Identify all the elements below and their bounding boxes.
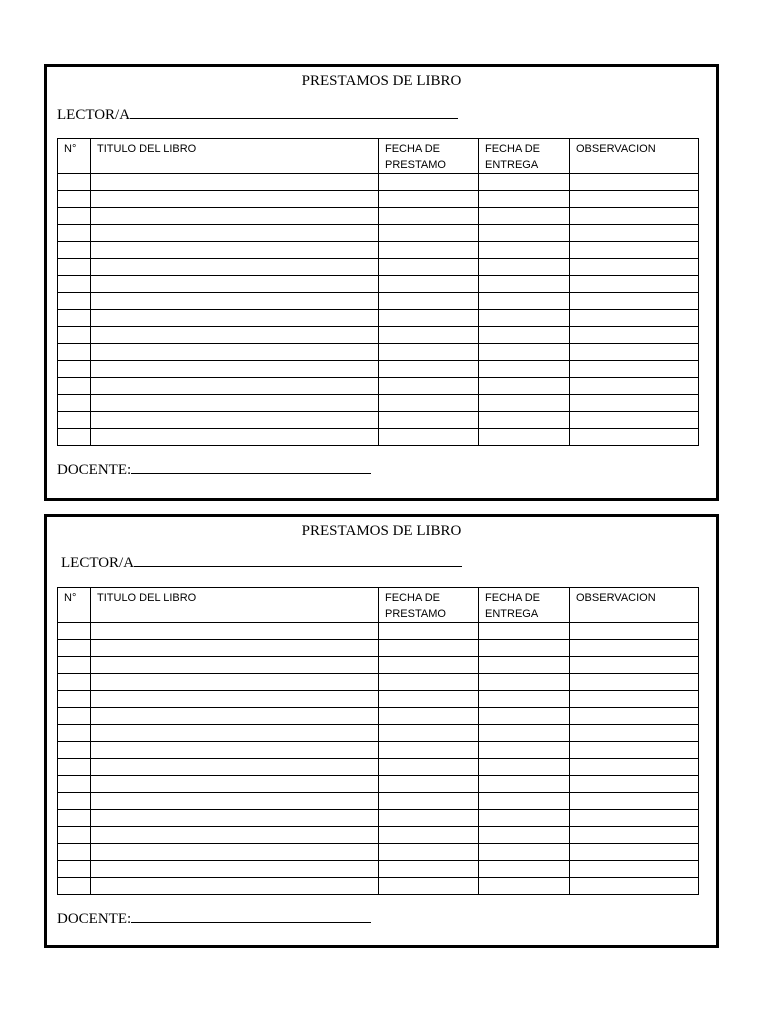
cell-loan-date[interactable] — [379, 378, 479, 395]
cell-observation[interactable] — [570, 361, 699, 378]
cell-return-date[interactable] — [479, 310, 570, 327]
table-row — [58, 878, 699, 895]
table-row — [58, 708, 699, 725]
cell-number[interactable] — [58, 242, 91, 259]
cell-loan-date[interactable] — [379, 225, 479, 242]
cell-number[interactable] — [58, 259, 91, 276]
table-row — [58, 259, 699, 276]
cell-loan-date[interactable] — [379, 827, 479, 844]
table-row — [58, 691, 699, 708]
col-header-observation: OBSERVACION — [570, 588, 699, 623]
cell-return-date[interactable] — [479, 878, 570, 895]
cell-number[interactable] — [58, 776, 91, 793]
cell-loan-date[interactable] — [379, 708, 479, 725]
col-header-loan-date: FECHA DE PRESTAMO — [379, 139, 479, 174]
cell-return-date[interactable] — [479, 344, 570, 361]
table-row — [58, 844, 699, 861]
cell-return-date[interactable] — [479, 742, 570, 759]
cell-return-date[interactable] — [479, 776, 570, 793]
cell-return-date[interactable] — [479, 844, 570, 861]
table-row — [58, 725, 699, 742]
docente-field — [57, 909, 371, 928]
cell-title[interactable] — [91, 310, 379, 327]
cell-observation[interactable] — [570, 378, 699, 395]
cell-return-date[interactable] — [479, 225, 570, 242]
cell-title[interactable] — [91, 293, 379, 310]
lector-field — [61, 553, 462, 572]
cell-loan-date[interactable] — [379, 776, 479, 793]
cell-loan-date[interactable] — [379, 242, 479, 259]
docente-label: DOCENTE: — [57, 462, 132, 478]
cell-observation[interactable] — [570, 742, 699, 759]
cell-observation[interactable] — [570, 640, 699, 657]
cell-return-date[interactable] — [479, 412, 570, 429]
cell-observation[interactable] — [570, 810, 699, 827]
cell-title[interactable] — [91, 361, 379, 378]
cell-observation[interactable] — [570, 412, 699, 429]
cell-number[interactable] — [58, 276, 91, 293]
cell-return-date[interactable] — [479, 174, 570, 191]
cell-return-date[interactable] — [479, 759, 570, 776]
col-header-return-date: FECHA DE ENTREGA — [479, 588, 570, 623]
table-row — [58, 810, 699, 827]
cell-title[interactable] — [91, 344, 379, 361]
cell-observation[interactable] — [570, 344, 699, 361]
cell-observation[interactable] — [570, 776, 699, 793]
cell-observation[interactable] — [570, 623, 699, 640]
docente-input-line[interactable] — [131, 909, 371, 923]
cell-title[interactable] — [91, 395, 379, 412]
cell-observation[interactable] — [570, 174, 699, 191]
cell-title[interactable] — [91, 657, 379, 674]
table-row — [58, 361, 699, 378]
lector-label: LECTOR/A — [61, 555, 135, 571]
cell-number[interactable] — [58, 657, 91, 674]
cell-loan-date[interactable] — [379, 759, 479, 776]
table-row — [58, 793, 699, 810]
table-row — [58, 861, 699, 878]
cell-title[interactable] — [91, 640, 379, 657]
cell-loan-date[interactable] — [379, 191, 479, 208]
cell-loan-date[interactable] — [379, 725, 479, 742]
cell-loan-date[interactable] — [379, 310, 479, 327]
cell-return-date[interactable] — [479, 378, 570, 395]
cell-observation[interactable] — [570, 259, 699, 276]
cell-title[interactable] — [91, 742, 379, 759]
table-body — [58, 174, 699, 446]
cell-loan-date[interactable] — [379, 361, 479, 378]
cell-loan-date[interactable] — [379, 861, 479, 878]
cell-title[interactable] — [91, 793, 379, 810]
cell-observation[interactable] — [570, 225, 699, 242]
cell-return-date[interactable] — [479, 827, 570, 844]
table-row — [58, 344, 699, 361]
cell-observation[interactable] — [570, 208, 699, 225]
cell-number[interactable] — [58, 810, 91, 827]
cell-observation[interactable] — [570, 793, 699, 810]
lector-label: LECTOR/A — [57, 107, 131, 123]
cell-loan-date[interactable] — [379, 412, 479, 429]
cell-return-date[interactable] — [479, 674, 570, 691]
cell-return-date[interactable] — [479, 429, 570, 446]
cell-title[interactable] — [91, 276, 379, 293]
cell-number[interactable] — [58, 742, 91, 759]
docente-input-line[interactable] — [131, 460, 371, 474]
cell-return-date[interactable] — [479, 242, 570, 259]
cell-loan-date[interactable] — [379, 878, 479, 895]
cell-title[interactable] — [91, 242, 379, 259]
cell-observation[interactable] — [570, 191, 699, 208]
table-row — [58, 327, 699, 344]
cell-loan-date[interactable] — [379, 395, 479, 412]
table-row — [58, 395, 699, 412]
cell-number[interactable] — [58, 327, 91, 344]
loan-table — [57, 138, 699, 446]
table-header-row — [58, 588, 699, 623]
cell-observation[interactable] — [570, 708, 699, 725]
cell-number[interactable] — [58, 191, 91, 208]
cell-observation[interactable] — [570, 293, 699, 310]
cell-title[interactable] — [91, 861, 379, 878]
cell-return-date[interactable] — [479, 327, 570, 344]
cell-observation[interactable] — [570, 827, 699, 844]
cell-title[interactable] — [91, 623, 379, 640]
cell-return-date[interactable] — [479, 691, 570, 708]
cell-observation[interactable] — [570, 878, 699, 895]
card-title: PRESTAMOS DE LIBRO — [301, 523, 462, 539]
table-row — [58, 293, 699, 310]
table-row — [58, 429, 699, 446]
loan-card — [44, 64, 719, 501]
cell-number[interactable] — [58, 429, 91, 446]
cell-number[interactable] — [58, 174, 91, 191]
cell-loan-date[interactable] — [379, 429, 479, 446]
cell-return-date[interactable] — [479, 810, 570, 827]
cell-return-date[interactable] — [479, 361, 570, 378]
cell-number[interactable] — [58, 293, 91, 310]
cell-number[interactable] — [58, 225, 91, 242]
table-row — [58, 276, 699, 293]
table-row — [58, 759, 699, 776]
cell-return-date[interactable] — [479, 395, 570, 412]
cell-title[interactable] — [91, 208, 379, 225]
cell-number[interactable] — [58, 674, 91, 691]
table-row — [58, 640, 699, 657]
cell-return-date[interactable] — [479, 623, 570, 640]
cell-loan-date[interactable] — [379, 293, 479, 310]
cell-title[interactable] — [91, 429, 379, 446]
cell-observation[interactable] — [570, 674, 699, 691]
cell-return-date[interactable] — [479, 191, 570, 208]
col-header-number: N° — [58, 588, 91, 623]
cell-observation[interactable] — [570, 725, 699, 742]
cell-number[interactable] — [58, 725, 91, 742]
table-row — [58, 174, 699, 191]
cell-number[interactable] — [58, 412, 91, 429]
cell-loan-date[interactable] — [379, 344, 479, 361]
cell-title[interactable] — [91, 708, 379, 725]
cell-title[interactable] — [91, 844, 379, 861]
cell-loan-date[interactable] — [379, 640, 479, 657]
table-row — [58, 208, 699, 225]
cell-number[interactable] — [58, 759, 91, 776]
cell-title[interactable] — [91, 174, 379, 191]
cell-number[interactable] — [58, 378, 91, 395]
col-header-number: N° — [58, 139, 91, 174]
cell-loan-date[interactable] — [379, 810, 479, 827]
cell-observation[interactable] — [570, 657, 699, 674]
cell-loan-date[interactable] — [379, 844, 479, 861]
cell-number[interactable] — [58, 344, 91, 361]
cell-observation[interactable] — [570, 242, 699, 259]
cell-loan-date[interactable] — [379, 742, 479, 759]
cell-number[interactable] — [58, 827, 91, 844]
col-header-observation: OBSERVACION — [570, 139, 699, 174]
table-header-row — [58, 139, 699, 174]
cell-number[interactable] — [58, 623, 91, 640]
cell-return-date[interactable] — [479, 276, 570, 293]
cell-number[interactable] — [58, 691, 91, 708]
table-row — [58, 242, 699, 259]
docente-label: DOCENTE: — [57, 911, 132, 927]
cell-observation[interactable] — [570, 429, 699, 446]
cell-loan-date[interactable] — [379, 327, 479, 344]
cell-return-date[interactable] — [479, 793, 570, 810]
cell-return-date[interactable] — [479, 725, 570, 742]
cell-title[interactable] — [91, 827, 379, 844]
cell-loan-date[interactable] — [379, 259, 479, 276]
cell-loan-date[interactable] — [379, 793, 479, 810]
cell-title[interactable] — [91, 759, 379, 776]
lector-input-line[interactable] — [130, 105, 458, 119]
cell-return-date[interactable] — [479, 657, 570, 674]
cell-observation[interactable] — [570, 759, 699, 776]
table-row — [58, 623, 699, 640]
cell-number[interactable] — [58, 708, 91, 725]
table-row — [58, 412, 699, 429]
cell-title[interactable] — [91, 691, 379, 708]
cell-return-date[interactable] — [479, 861, 570, 878]
cell-title[interactable] — [91, 776, 379, 793]
cell-observation[interactable] — [570, 276, 699, 293]
cell-title[interactable] — [91, 878, 379, 895]
table-row — [58, 310, 699, 327]
card-title: PRESTAMOS DE LIBRO — [301, 73, 462, 89]
cell-return-date[interactable] — [479, 708, 570, 725]
table-body — [58, 623, 699, 895]
col-header-return-date: FECHA DE ENTREGA — [479, 139, 570, 174]
cell-loan-date[interactable] — [379, 691, 479, 708]
cell-return-date[interactable] — [479, 293, 570, 310]
cell-observation[interactable] — [570, 844, 699, 861]
cell-number[interactable] — [58, 395, 91, 412]
cell-return-date[interactable] — [479, 640, 570, 657]
table-row — [58, 674, 699, 691]
cell-title[interactable] — [91, 259, 379, 276]
table-row — [58, 742, 699, 759]
cell-observation[interactable] — [570, 861, 699, 878]
cell-title[interactable] — [91, 378, 379, 395]
cell-observation[interactable] — [570, 395, 699, 412]
docente-field — [57, 460, 371, 479]
cell-loan-date[interactable] — [379, 674, 479, 691]
cell-number[interactable] — [58, 640, 91, 657]
cell-title[interactable] — [91, 674, 379, 691]
cell-number[interactable] — [58, 793, 91, 810]
cell-loan-date[interactable] — [379, 174, 479, 191]
cell-return-date[interactable] — [479, 208, 570, 225]
cell-loan-date[interactable] — [379, 657, 479, 674]
col-header-loan-date: FECHA DE PRESTAMO — [379, 588, 479, 623]
col-header-title: TITULO DEL LIBRO — [91, 588, 379, 623]
cell-number[interactable] — [58, 361, 91, 378]
cell-observation[interactable] — [570, 310, 699, 327]
loan-card — [44, 514, 719, 948]
table-row — [58, 657, 699, 674]
cell-loan-date[interactable] — [379, 208, 479, 225]
cell-observation[interactable] — [570, 691, 699, 708]
table-row — [58, 378, 699, 395]
cell-loan-date[interactable] — [379, 623, 479, 640]
cell-number[interactable] — [58, 861, 91, 878]
cell-observation[interactable] — [570, 327, 699, 344]
cell-title[interactable] — [91, 191, 379, 208]
cell-title[interactable] — [91, 725, 379, 742]
cell-title[interactable] — [91, 327, 379, 344]
cell-number[interactable] — [58, 208, 91, 225]
table-row — [58, 191, 699, 208]
cell-title[interactable] — [91, 412, 379, 429]
cell-number[interactable] — [58, 310, 91, 327]
col-header-title: TITULO DEL LIBRO — [91, 139, 379, 174]
cell-number[interactable] — [58, 878, 91, 895]
table-row — [58, 776, 699, 793]
cell-loan-date[interactable] — [379, 276, 479, 293]
cell-return-date[interactable] — [479, 259, 570, 276]
lector-input-line[interactable] — [134, 553, 462, 567]
cell-number[interactable] — [58, 844, 91, 861]
lector-field — [57, 105, 458, 124]
cell-title[interactable] — [91, 810, 379, 827]
cell-title[interactable] — [91, 225, 379, 242]
table-row — [58, 225, 699, 242]
table-row — [58, 827, 699, 844]
loan-table — [57, 587, 699, 895]
